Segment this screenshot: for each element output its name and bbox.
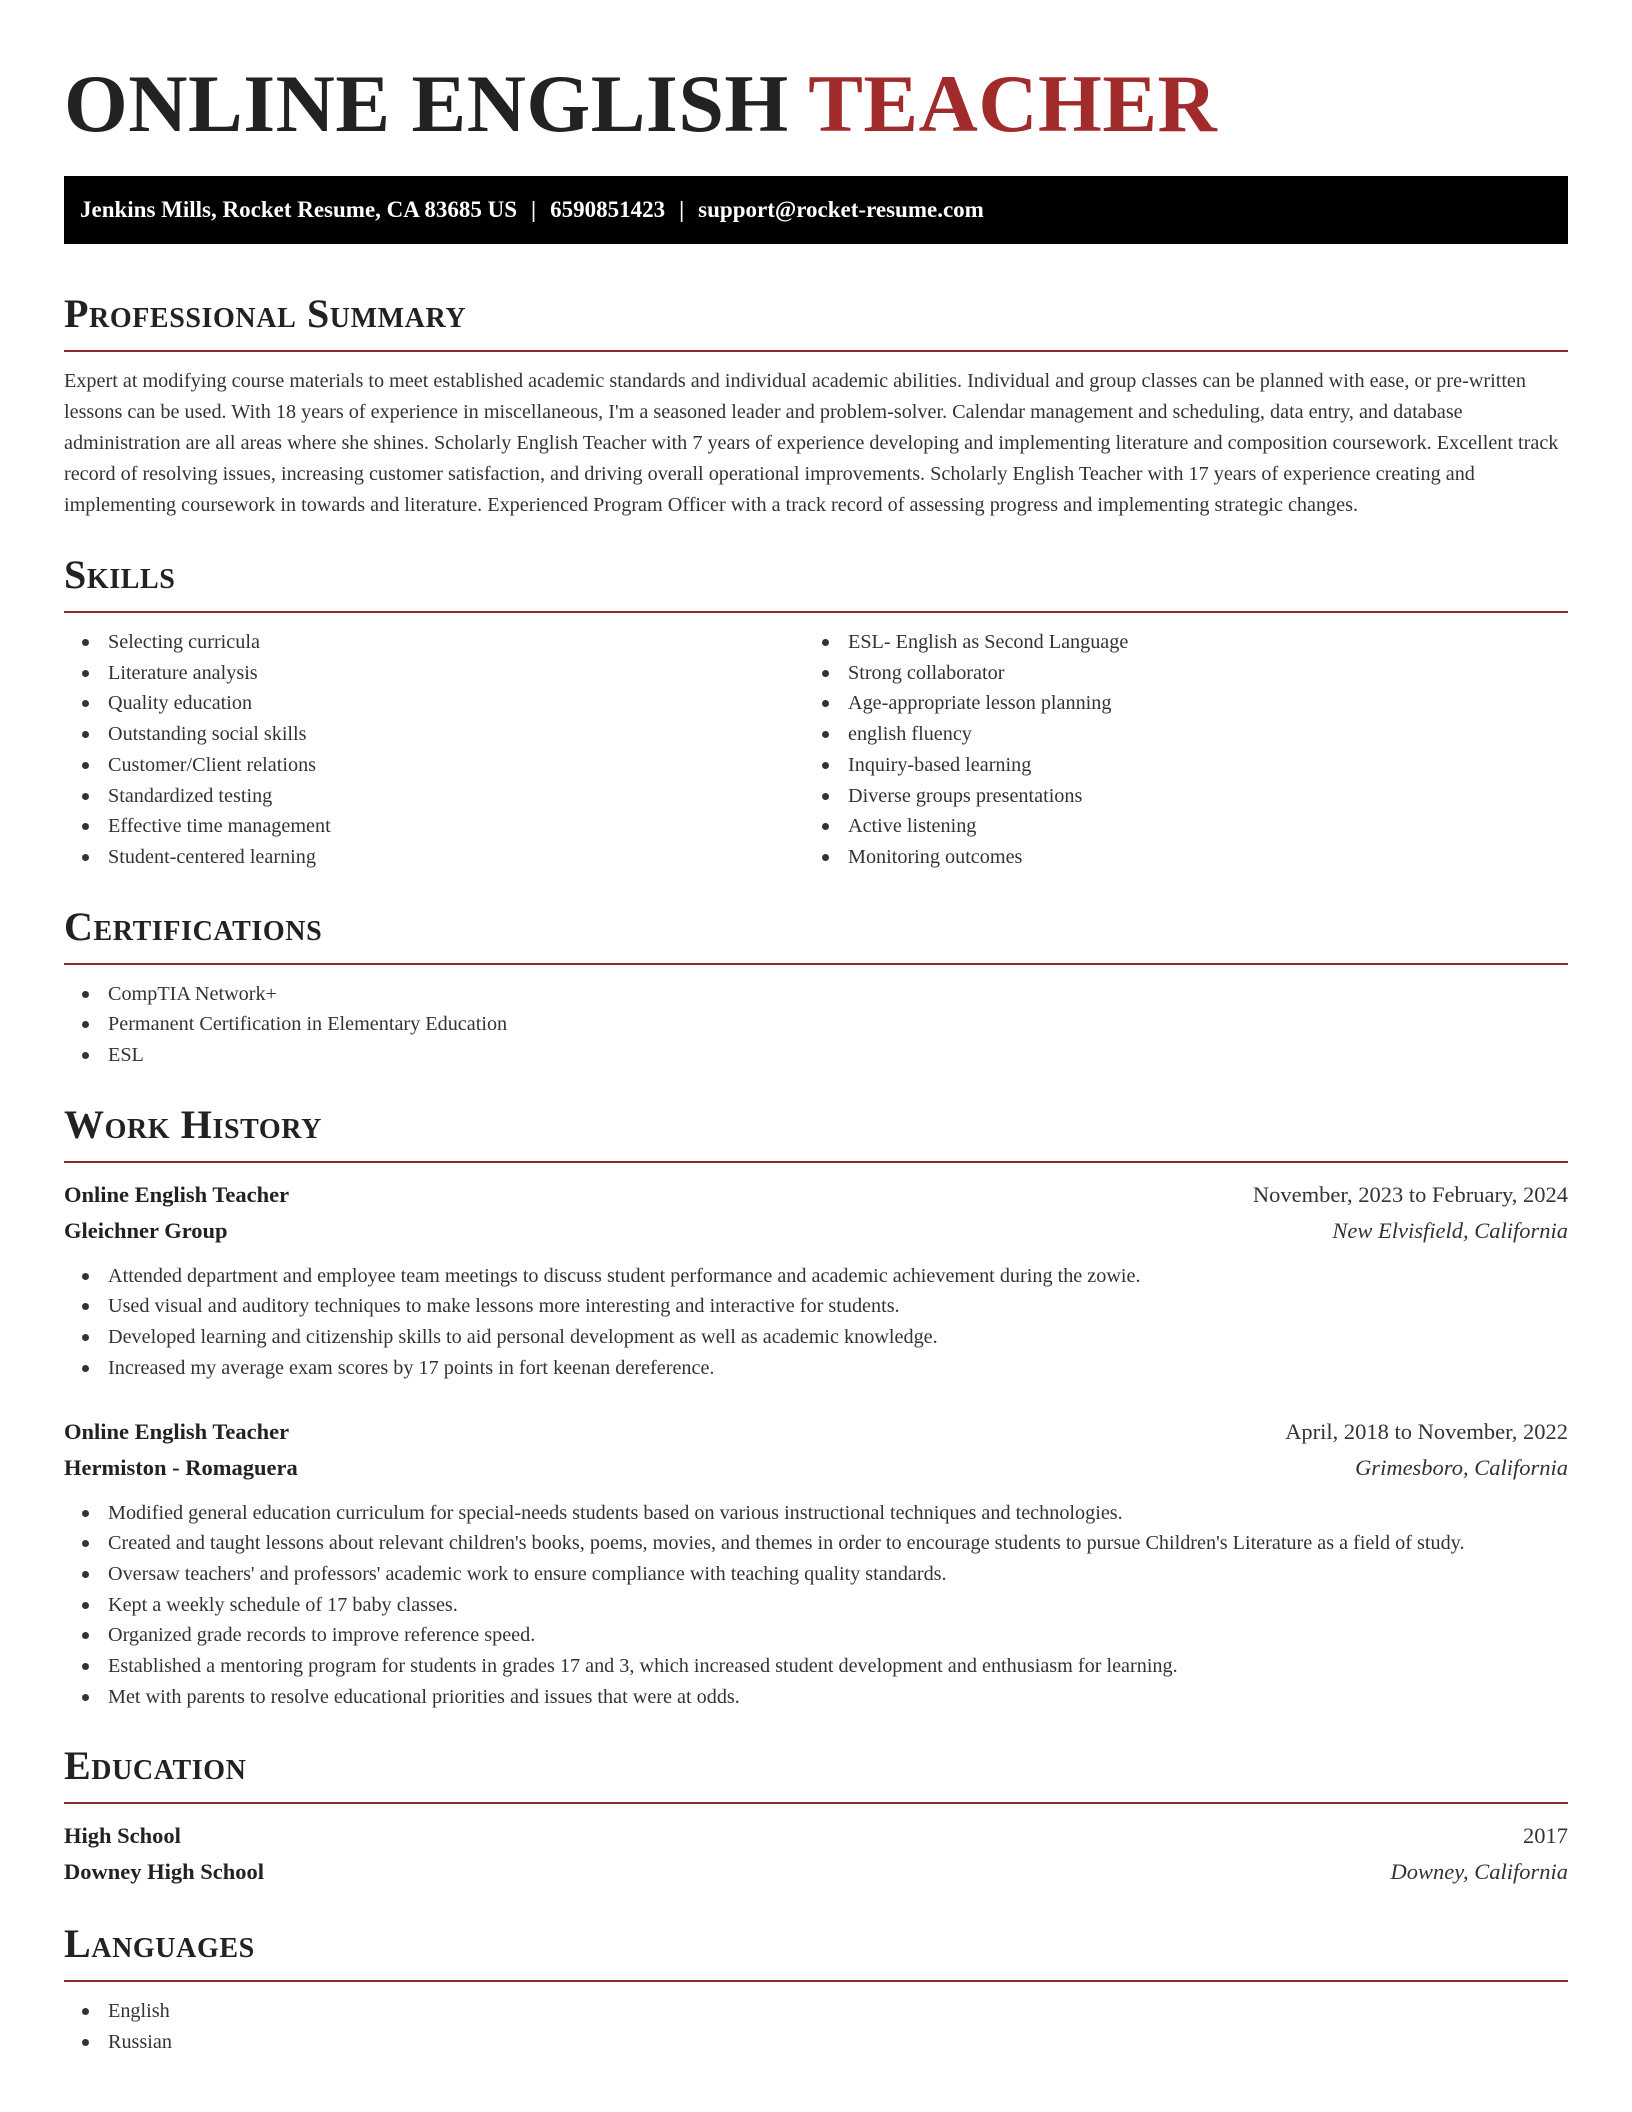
contact-bar [64, 176, 1568, 244]
skill-item: Monitoring outcomes [848, 842, 1544, 873]
job-company-row [64, 1213, 1568, 1249]
languages-heading: Languages [64, 1921, 255, 1967]
education-degree-row [64, 1818, 1568, 1854]
job-duty: Increased my average exam scores by 17 points in fort keenan dereference. [108, 1353, 1568, 1384]
summary-heading: Professional Summary [64, 291, 467, 336]
job-duty: Established a mentoring program for students in grades 17 and 3, which increased student development and enthusiasm for learning. [108, 1651, 1568, 1682]
certifications-list [64, 979, 1568, 1071]
job-company-row [64, 1450, 1568, 1486]
job-duties [64, 1261, 1568, 1384]
job-entry [64, 1414, 1568, 1713]
skills-heading: Skills [64, 552, 176, 597]
summary-text: Expert at modifying course materials to meet established academic standards and individual academic abilities. Individual and group classes can be planned with ease, or pre-written lessons can be used. With 18 years of experience in miscellaneous, I'm a seasoned leader and problem-solver. Calendar management and scheduling, data entry, and database administration are all areas where she shines. Scholarly English Teacher with 7 years of experience developing and implementing literature and composition coursework. Excellent track record of resolving issues, increasing customer satisfaction, and driving overall operational improvements. Scholarly English Teacher with 17 years of experience creating and implementing coursework in towards and literature. Experienced Program Officer with a track record of assessing progress and implementing strategic changes. [64, 370, 1559, 516]
work-history-section [64, 1099, 1568, 1713]
job-duty: Modified general education curriculum for special-needs students based on various instructional techniques and technologies. [108, 1498, 1568, 1529]
skills-column-right [804, 627, 1544, 873]
job-title: Online English Teacher [64, 1418, 290, 1444]
languages-section [64, 1918, 1568, 2057]
work-history-heading: Work History [64, 1101, 322, 1147]
education-year: 2017 [1523, 1823, 1568, 1849]
job-header-row [64, 1177, 1568, 1213]
skill-item: Strong collaborator [848, 658, 1544, 689]
title-accent: TEACHER [808, 58, 1218, 149]
skill-item: Selecting curricula [108, 627, 804, 658]
job-duty: Met with parents to resolve educational priorities and issues that were at odds. [108, 1682, 1568, 1713]
certification-item: ESL [108, 1040, 1568, 1071]
skill-item: Diverse groups presentations [848, 781, 1544, 812]
skills-grid [64, 627, 1568, 873]
language-item: Russian [108, 2027, 1568, 2058]
skill-item: Customer/Client relations [108, 750, 804, 781]
section-divider [64, 350, 1568, 352]
skill-item: Active listening [848, 811, 1544, 842]
summary-section [64, 288, 1568, 521]
resume-title [64, 0, 1568, 176]
education-school-row [64, 1854, 1568, 1890]
job-duties [64, 1498, 1568, 1713]
education-section [64, 1740, 1568, 1890]
section-divider [64, 1161, 1568, 1163]
skill-item: Literature analysis [108, 658, 804, 689]
title-main: ONLINE ENGLISH [64, 58, 789, 149]
job-dates: November, 2023 to February, 2024 [1252, 1181, 1568, 1207]
certification-item: Permanent Certification in Elementary Education [108, 1009, 1568, 1040]
skills-column-left [64, 627, 804, 873]
job-location: New Elvisfield, California [1332, 1217, 1568, 1243]
language-item: English [108, 1996, 1568, 2027]
skills-list-right [804, 627, 1544, 873]
job-company: Hermiston - Romaguera [64, 1454, 298, 1480]
certification-item: CompTIA Network+ [108, 979, 1568, 1010]
skills-list-left [64, 627, 804, 873]
section-divider [64, 1802, 1568, 1804]
contact-separator: | [679, 197, 685, 222]
contact-email: support@rocket-resume.com [698, 197, 984, 222]
languages-list [64, 1996, 1568, 2057]
job-dates: April, 2018 to November, 2022 [1285, 1418, 1568, 1444]
skill-item: Inquiry-based learning [848, 750, 1544, 781]
education-location: Downey, California [1390, 1859, 1568, 1885]
section-divider [64, 963, 1568, 965]
job-title: Online English Teacher [64, 1181, 290, 1207]
skills-section [64, 549, 1568, 873]
section-divider [64, 1980, 1568, 1982]
skill-item: Standardized testing [108, 781, 804, 812]
job-entry [64, 1177, 1568, 1384]
skill-item: Age-appropriate lesson planning [848, 688, 1544, 719]
skill-item: Outstanding social skills [108, 719, 804, 750]
job-duty: Organized grade records to improve reference speed. [108, 1620, 1568, 1651]
resume-page [64, 0, 1568, 2058]
skill-item: Quality education [108, 688, 804, 719]
education-degree: High School [64, 1823, 181, 1849]
skill-item: Student-centered learning [108, 842, 804, 873]
certifications-heading: Certifications [64, 903, 323, 949]
section-divider [64, 611, 1568, 613]
certifications-section [64, 901, 1568, 1071]
skill-item: ESL- English as Second Language [848, 627, 1544, 658]
job-duty: Oversaw teachers' and professors' academic work to ensure compliance with teaching quality standards. [108, 1559, 1568, 1590]
contact-separator: | [531, 197, 537, 222]
education-heading: Education [64, 1743, 247, 1789]
job-duty: Used visual and auditory techniques to make lessons more interesting and interactive for students. [108, 1291, 1568, 1322]
job-location: Grimesboro, California [1355, 1454, 1568, 1480]
job-duty: Created and taught lessons about relevant children's books, poems, movies, and themes in order to encourage students to pursue Children's Literature as a field of study. [108, 1528, 1568, 1559]
education-school: Downey High School [64, 1859, 265, 1885]
skill-item: english fluency [848, 719, 1544, 750]
contact-phone: 6590851423 [550, 197, 666, 222]
job-duty: Kept a weekly schedule of 17 baby classes. [108, 1590, 1568, 1621]
job-duty: Developed learning and citizenship skills to aid personal development as well as academic knowledge. [108, 1322, 1568, 1353]
contact-address: Jenkins Mills, Rocket Resume, CA 83685 US [80, 197, 518, 222]
job-duty: Attended department and employee team meetings to discuss student performance and academic achievement during the zowie. [108, 1261, 1568, 1292]
skill-item: Effective time management [108, 811, 804, 842]
job-company: Gleichner Group [64, 1217, 228, 1243]
job-header-row [64, 1414, 1568, 1450]
